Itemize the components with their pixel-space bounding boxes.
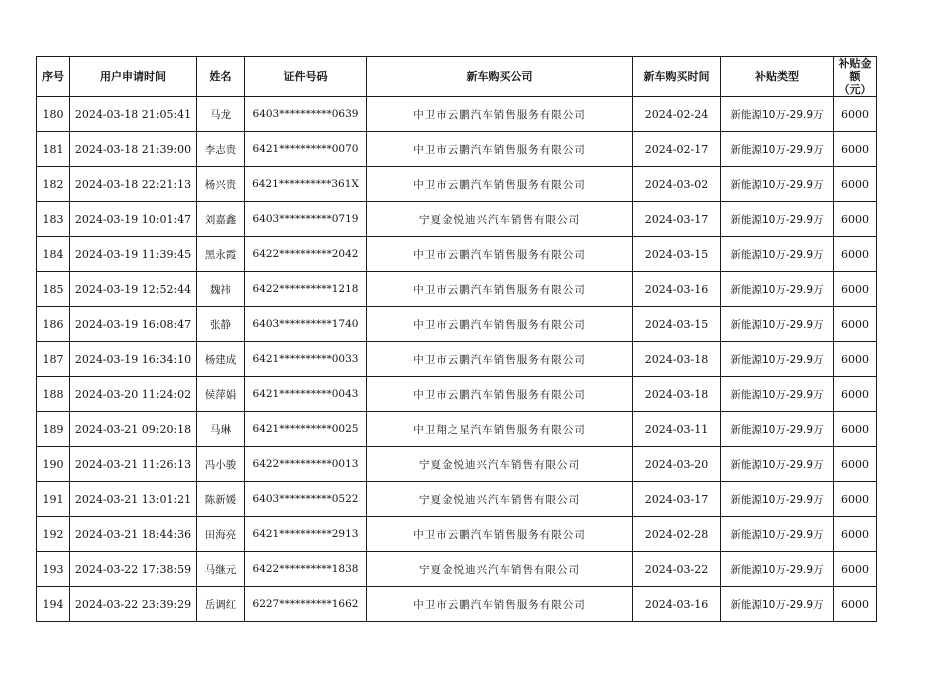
cell-company: 中卫市云鹏汽车销售服务有限公司 — [367, 132, 633, 167]
cell-seq: 184 — [37, 237, 70, 272]
header-row — [37, 57, 877, 97]
cell-amount: 6000 — [834, 272, 877, 307]
cell-amount: 6000 — [834, 587, 877, 622]
cell-buy-time: 2024-02-24 — [633, 97, 721, 132]
cell-amount: 6000 — [834, 167, 877, 202]
table-row — [37, 167, 877, 202]
table-row — [37, 587, 877, 622]
cell-company: 宁夏金悦迪兴汽车销售有限公司 — [367, 202, 633, 237]
cell-apply-time: 2024-03-19 16:34:10 — [70, 342, 197, 377]
cell-amount: 6000 — [834, 447, 877, 482]
cell-id-no: 6421**********0043 — [245, 377, 367, 412]
cell-id-no: 6422**********1838 — [245, 552, 367, 587]
cell-buy-time: 2024-03-17 — [633, 482, 721, 517]
cell-amount: 6000 — [834, 517, 877, 552]
table-row — [37, 97, 877, 132]
cell-name: 李志贵 — [197, 132, 245, 167]
cell-buy-time: 2024-03-02 — [633, 167, 721, 202]
subsidy-table-sheet — [36, 56, 876, 622]
cell-company: 中卫翔之星汽车销售服务有限公司 — [367, 412, 633, 447]
cell-id-no: 6403**********1740 — [245, 307, 367, 342]
header-apply-time: 用户申请时间 — [70, 57, 197, 97]
header-subsidy-type: 补贴类型 — [721, 57, 834, 97]
cell-apply-time: 2024-03-19 12:52:44 — [70, 272, 197, 307]
table-body — [37, 97, 877, 622]
header-amount-line1: 补贴金额 — [838, 57, 872, 83]
cell-seq: 181 — [37, 132, 70, 167]
cell-subsidy-type: 新能源10万-29.9万 — [721, 97, 834, 132]
cell-name: 魏祎 — [197, 272, 245, 307]
cell-buy-time: 2024-03-22 — [633, 552, 721, 587]
cell-seq: 192 — [37, 517, 70, 552]
cell-buy-time: 2024-03-18 — [633, 377, 721, 412]
cell-seq: 191 — [37, 482, 70, 517]
table-row — [37, 552, 877, 587]
cell-name: 陈新媛 — [197, 482, 245, 517]
cell-apply-time: 2024-03-18 21:05:41 — [70, 97, 197, 132]
cell-subsidy-type: 新能源10万-29.9万 — [721, 167, 834, 202]
header-name: 姓名 — [197, 57, 245, 97]
cell-name: 杨兴贵 — [197, 167, 245, 202]
cell-buy-time: 2024-02-17 — [633, 132, 721, 167]
cell-id-no: 6421**********2913 — [245, 517, 367, 552]
table-header — [37, 57, 877, 97]
cell-amount: 6000 — [834, 342, 877, 377]
cell-apply-time: 2024-03-22 17:38:59 — [70, 552, 197, 587]
cell-name: 马琳 — [197, 412, 245, 447]
cell-amount: 6000 — [834, 377, 877, 412]
cell-id-no: 6403**********0522 — [245, 482, 367, 517]
cell-buy-time: 2024-03-16 — [633, 587, 721, 622]
cell-amount: 6000 — [834, 552, 877, 587]
cell-seq: 188 — [37, 377, 70, 412]
cell-id-no: 6403**********0719 — [245, 202, 367, 237]
table-row — [37, 307, 877, 342]
cell-seq: 193 — [37, 552, 70, 587]
header-company: 新车购买公司 — [367, 57, 633, 97]
cell-name: 杨建成 — [197, 342, 245, 377]
cell-seq: 189 — [37, 412, 70, 447]
cell-subsidy-type: 新能源10万-29.9万 — [721, 202, 834, 237]
cell-seq: 180 — [37, 97, 70, 132]
cell-id-no: 6227**********1662 — [245, 587, 367, 622]
cell-seq: 190 — [37, 447, 70, 482]
cell-name: 黑永霞 — [197, 237, 245, 272]
cell-company: 中卫市云鹏汽车销售服务有限公司 — [367, 342, 633, 377]
cell-seq: 187 — [37, 342, 70, 377]
cell-apply-time: 2024-03-18 21:39:00 — [70, 132, 197, 167]
header-buy-time: 新车购买时间 — [633, 57, 721, 97]
cell-company: 中卫市云鹏汽车销售服务有限公司 — [367, 377, 633, 412]
table-row — [37, 517, 877, 552]
header-amount-line2: （元） — [838, 83, 872, 96]
cell-amount: 6000 — [834, 202, 877, 237]
cell-subsidy-type: 新能源10万-29.9万 — [721, 517, 834, 552]
cell-company: 中卫市云鹏汽车销售服务有限公司 — [367, 97, 633, 132]
cell-id-no: 6421**********0025 — [245, 412, 367, 447]
cell-company: 中卫市云鹏汽车销售服务有限公司 — [367, 167, 633, 202]
cell-id-no: 6422**********2042 — [245, 237, 367, 272]
cell-name: 马龙 — [197, 97, 245, 132]
cell-apply-time: 2024-03-19 11:39:45 — [70, 237, 197, 272]
cell-name: 马继元 — [197, 552, 245, 587]
cell-subsidy-type: 新能源10万-29.9万 — [721, 482, 834, 517]
cell-apply-time: 2024-03-22 23:39:29 — [70, 587, 197, 622]
cell-amount: 6000 — [834, 412, 877, 447]
cell-seq: 194 — [37, 587, 70, 622]
cell-name: 张静 — [197, 307, 245, 342]
cell-company: 中卫市云鹏汽车销售服务有限公司 — [367, 237, 633, 272]
table-row — [37, 342, 877, 377]
cell-seq: 182 — [37, 167, 70, 202]
cell-buy-time: 2024-02-28 — [633, 517, 721, 552]
table-row — [37, 447, 877, 482]
cell-subsidy-type: 新能源10万-29.9万 — [721, 587, 834, 622]
cell-buy-time: 2024-03-16 — [633, 272, 721, 307]
cell-subsidy-type: 新能源10万-29.9万 — [721, 412, 834, 447]
cell-subsidy-type: 新能源10万-29.9万 — [721, 552, 834, 587]
cell-apply-time: 2024-03-18 22:21:13 — [70, 167, 197, 202]
table-row — [37, 237, 877, 272]
cell-amount: 6000 — [834, 307, 877, 342]
cell-company: 中卫市云鹏汽车销售服务有限公司 — [367, 307, 633, 342]
cell-name: 岳调红 — [197, 587, 245, 622]
header-amount — [834, 57, 877, 97]
cell-seq: 183 — [37, 202, 70, 237]
header-id-no: 证件号码 — [245, 57, 367, 97]
cell-subsidy-type: 新能源10万-29.9万 — [721, 237, 834, 272]
cell-name: 侯萍娟 — [197, 377, 245, 412]
subsidy-table — [36, 56, 877, 622]
cell-seq: 186 — [37, 307, 70, 342]
cell-amount: 6000 — [834, 482, 877, 517]
cell-buy-time: 2024-03-18 — [633, 342, 721, 377]
table-row — [37, 412, 877, 447]
cell-amount: 6000 — [834, 132, 877, 167]
cell-id-no: 6421**********0033 — [245, 342, 367, 377]
cell-buy-time: 2024-03-15 — [633, 307, 721, 342]
cell-company: 中卫市云鹏汽车销售服务有限公司 — [367, 587, 633, 622]
cell-apply-time: 2024-03-19 10:01:47 — [70, 202, 197, 237]
cell-apply-time: 2024-03-19 16:08:47 — [70, 307, 197, 342]
table-row — [37, 202, 877, 237]
cell-buy-time: 2024-03-17 — [633, 202, 721, 237]
cell-apply-time: 2024-03-21 18:44:36 — [70, 517, 197, 552]
cell-id-no: 6421**********361X — [245, 167, 367, 202]
table-row — [37, 132, 877, 167]
table-row — [37, 377, 877, 412]
cell-amount: 6000 — [834, 237, 877, 272]
cell-name: 田海亮 — [197, 517, 245, 552]
table-row — [37, 272, 877, 307]
table-row — [37, 482, 877, 517]
cell-subsidy-type: 新能源10万-29.9万 — [721, 132, 834, 167]
cell-company: 中卫市云鹏汽车销售服务有限公司 — [367, 517, 633, 552]
cell-company: 中卫市云鹏汽车销售服务有限公司 — [367, 272, 633, 307]
cell-buy-time: 2024-03-15 — [633, 237, 721, 272]
cell-company: 宁夏金悦迪兴汽车销售有限公司 — [367, 552, 633, 587]
cell-company: 宁夏金悦迪兴汽车销售有限公司 — [367, 482, 633, 517]
cell-buy-time: 2024-03-11 — [633, 412, 721, 447]
cell-apply-time: 2024-03-21 13:01:21 — [70, 482, 197, 517]
cell-seq: 185 — [37, 272, 70, 307]
header-seq: 序号 — [37, 57, 70, 97]
cell-apply-time: 2024-03-20 11:24:02 — [70, 377, 197, 412]
cell-amount: 6000 — [834, 97, 877, 132]
cell-subsidy-type: 新能源10万-29.9万 — [721, 307, 834, 342]
cell-subsidy-type: 新能源10万-29.9万 — [721, 447, 834, 482]
cell-company: 宁夏金悦迪兴汽车销售有限公司 — [367, 447, 633, 482]
cell-subsidy-type: 新能源10万-29.9万 — [721, 377, 834, 412]
cell-id-no: 6403**********0639 — [245, 97, 367, 132]
cell-apply-time: 2024-03-21 11:26:13 — [70, 447, 197, 482]
cell-id-no: 6422**********1218 — [245, 272, 367, 307]
cell-id-no: 6422**********0013 — [245, 447, 367, 482]
cell-name: 刘嘉鑫 — [197, 202, 245, 237]
cell-apply-time: 2024-03-21 09:20:18 — [70, 412, 197, 447]
cell-subsidy-type: 新能源10万-29.9万 — [721, 272, 834, 307]
cell-subsidy-type: 新能源10万-29.9万 — [721, 342, 834, 377]
cell-id-no: 6421**********0070 — [245, 132, 367, 167]
cell-name: 冯小骏 — [197, 447, 245, 482]
cell-buy-time: 2024-03-20 — [633, 447, 721, 482]
